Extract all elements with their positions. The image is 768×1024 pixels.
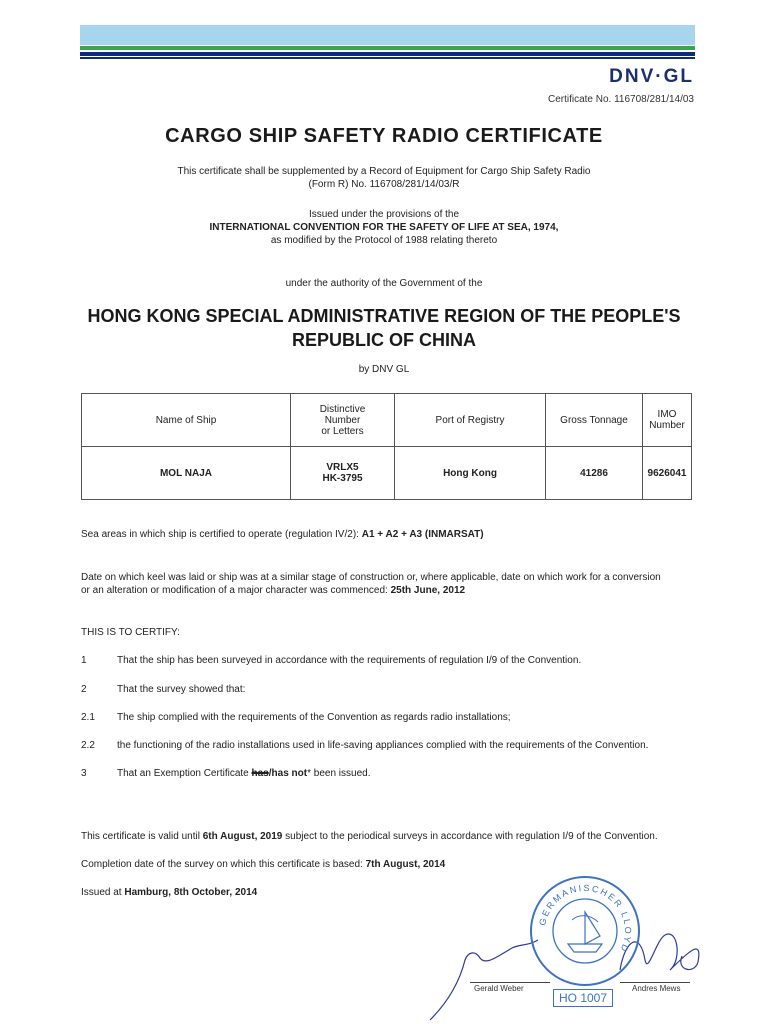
cell-distinctive-1: VRLX5 xyxy=(326,462,359,473)
item-2-text: That the survey showed that: xyxy=(117,684,246,695)
item-2-2-text: the functioning of the radio installations used in life-saving appliances complied with the requirements of the Convention. xyxy=(117,740,649,751)
item-2-1-number: 2.1 xyxy=(81,712,95,723)
sea-areas xyxy=(81,528,691,541)
keel-line-2: or an alteration or modification of a major character was commenced: xyxy=(81,585,388,596)
supplement-line-1: This certificate shall be supplemented by a Record of Equipment for Cargo Ship Safety Radio xyxy=(177,166,591,177)
header-band-navy xyxy=(80,57,695,59)
header-band-light xyxy=(80,25,695,45)
validity-prefix: This certificate is valid until xyxy=(81,831,200,842)
signature-line-left xyxy=(470,982,550,983)
header-distinctive-number xyxy=(291,394,395,447)
signatory-right: Andres Mews xyxy=(632,984,681,993)
issued-under-line-3: as modified by the Protocol of 1988 relating thereto xyxy=(270,235,498,246)
keel-line-1: Date on which keel was laid or ship was at a similar stage of construction or, where applicable, date on which work for a conversion xyxy=(81,572,661,583)
signatory-left: Gerald Weber xyxy=(474,984,524,993)
sea-areas-text: Sea areas in which ship is certified to operate (regulation IV/2): xyxy=(81,529,359,540)
header-distinctive-l3: or Letters xyxy=(321,425,364,437)
issuer-by: by DNV GL xyxy=(358,364,410,375)
issued-at-prefix: Issued at xyxy=(81,887,122,898)
item-3-prefix: That an Exemption Certificate xyxy=(117,768,249,779)
stamp-text: GERMANISCHER LLOYD xyxy=(537,882,634,955)
sea-areas-value: A1 + A2 + A3 (INMARSAT) xyxy=(361,529,484,540)
cell-gross-tonnage: 41286 xyxy=(546,447,643,500)
item-1-text: That the ship has been surveyed in accordance with the requirements of regulation I/9 of the Convention. xyxy=(117,655,582,666)
left-signature-icon xyxy=(430,940,538,1020)
item-2-number: 2 xyxy=(81,684,87,695)
country-name xyxy=(0,304,768,352)
completion xyxy=(81,858,691,871)
keel-date xyxy=(81,571,691,597)
item-2-2-number: 2.2 xyxy=(81,740,95,751)
country-line-2: REPUBLIC OF CHINA xyxy=(292,330,476,350)
header-gross-tonnage: Gross Tonnage xyxy=(546,394,643,447)
keel-date-value: 25th June, 2012 xyxy=(390,585,466,596)
cell-distinctive-number xyxy=(291,447,395,500)
item-2-1-text: The ship complied with the requirements of the Convention as regards radio installations; xyxy=(117,712,511,723)
cell-distinctive-2: HK-3795 xyxy=(322,473,363,484)
cell-imo: 9626041 xyxy=(643,447,692,500)
certificate-title: CARGO SHIP SAFETY RADIO CERTIFICATE xyxy=(165,125,603,147)
header-name-of-ship: Name of Ship xyxy=(82,394,291,447)
country-line-1: HONG KONG SPECIAL ADMINISTRATIVE REGION OF THE PEOPLE'S xyxy=(87,306,681,326)
header-port-of-registry: Port of Registry xyxy=(395,394,546,447)
reference-code: HO 1007 xyxy=(553,989,613,1007)
ship-particulars-table xyxy=(81,393,692,500)
dnv-gl-logo: DNV·GL xyxy=(609,66,694,87)
supplement-text xyxy=(0,165,768,191)
item-3-struck: has xyxy=(251,768,269,779)
item-3-number: 3 xyxy=(81,768,87,779)
header-distinctive-l1: Distinctive xyxy=(319,403,366,415)
completion-prefix: Completion date of the survey on which this certificate is based: xyxy=(81,859,363,870)
header-band-green xyxy=(80,46,695,50)
issued-under xyxy=(0,208,768,247)
item-1-number: 1 xyxy=(81,655,87,666)
header-imo-number: IMO Number xyxy=(643,394,692,447)
certificate-number: Certificate No. 116708/281/14/03 xyxy=(547,94,694,105)
item-3-text xyxy=(117,768,697,779)
completion-date: 7th August, 2014 xyxy=(365,859,446,870)
validity xyxy=(81,830,691,843)
cell-port: Hong Kong xyxy=(395,447,546,500)
germanischer-lloyd-stamp-icon xyxy=(528,874,642,988)
validity-suffix: subject to the periodical surveys in accordance with regulation I/9 of the Convention. xyxy=(285,831,658,842)
convention-name: INTERNATIONAL CONVENTION FOR THE SAFETY OF LIFE AT SEA, 1974, xyxy=(209,222,559,233)
cell-ship-name: MOL NAJA xyxy=(82,447,291,500)
signature-line-right xyxy=(620,982,690,983)
header-distinctive-l2: Number xyxy=(324,414,361,426)
issued-under-line-1: Issued under the provisions of the xyxy=(308,209,460,220)
authority-text: under the authority of the Government of the xyxy=(285,278,483,289)
certify-heading: THIS IS TO CERTIFY: xyxy=(81,627,180,638)
item-3-suffix: * been issued. xyxy=(307,768,371,779)
issued-at-place-date: Hamburg, 8th October, 2014 xyxy=(124,887,258,898)
item-3-bold: /has not xyxy=(268,768,308,779)
validity-date: 6th August, 2019 xyxy=(202,831,283,842)
table-header-row xyxy=(82,394,692,447)
supplement-line-2: (Form R) No. 116708/281/14/03/R xyxy=(308,179,460,190)
table-row xyxy=(82,447,692,500)
header-band-blue xyxy=(80,52,695,56)
